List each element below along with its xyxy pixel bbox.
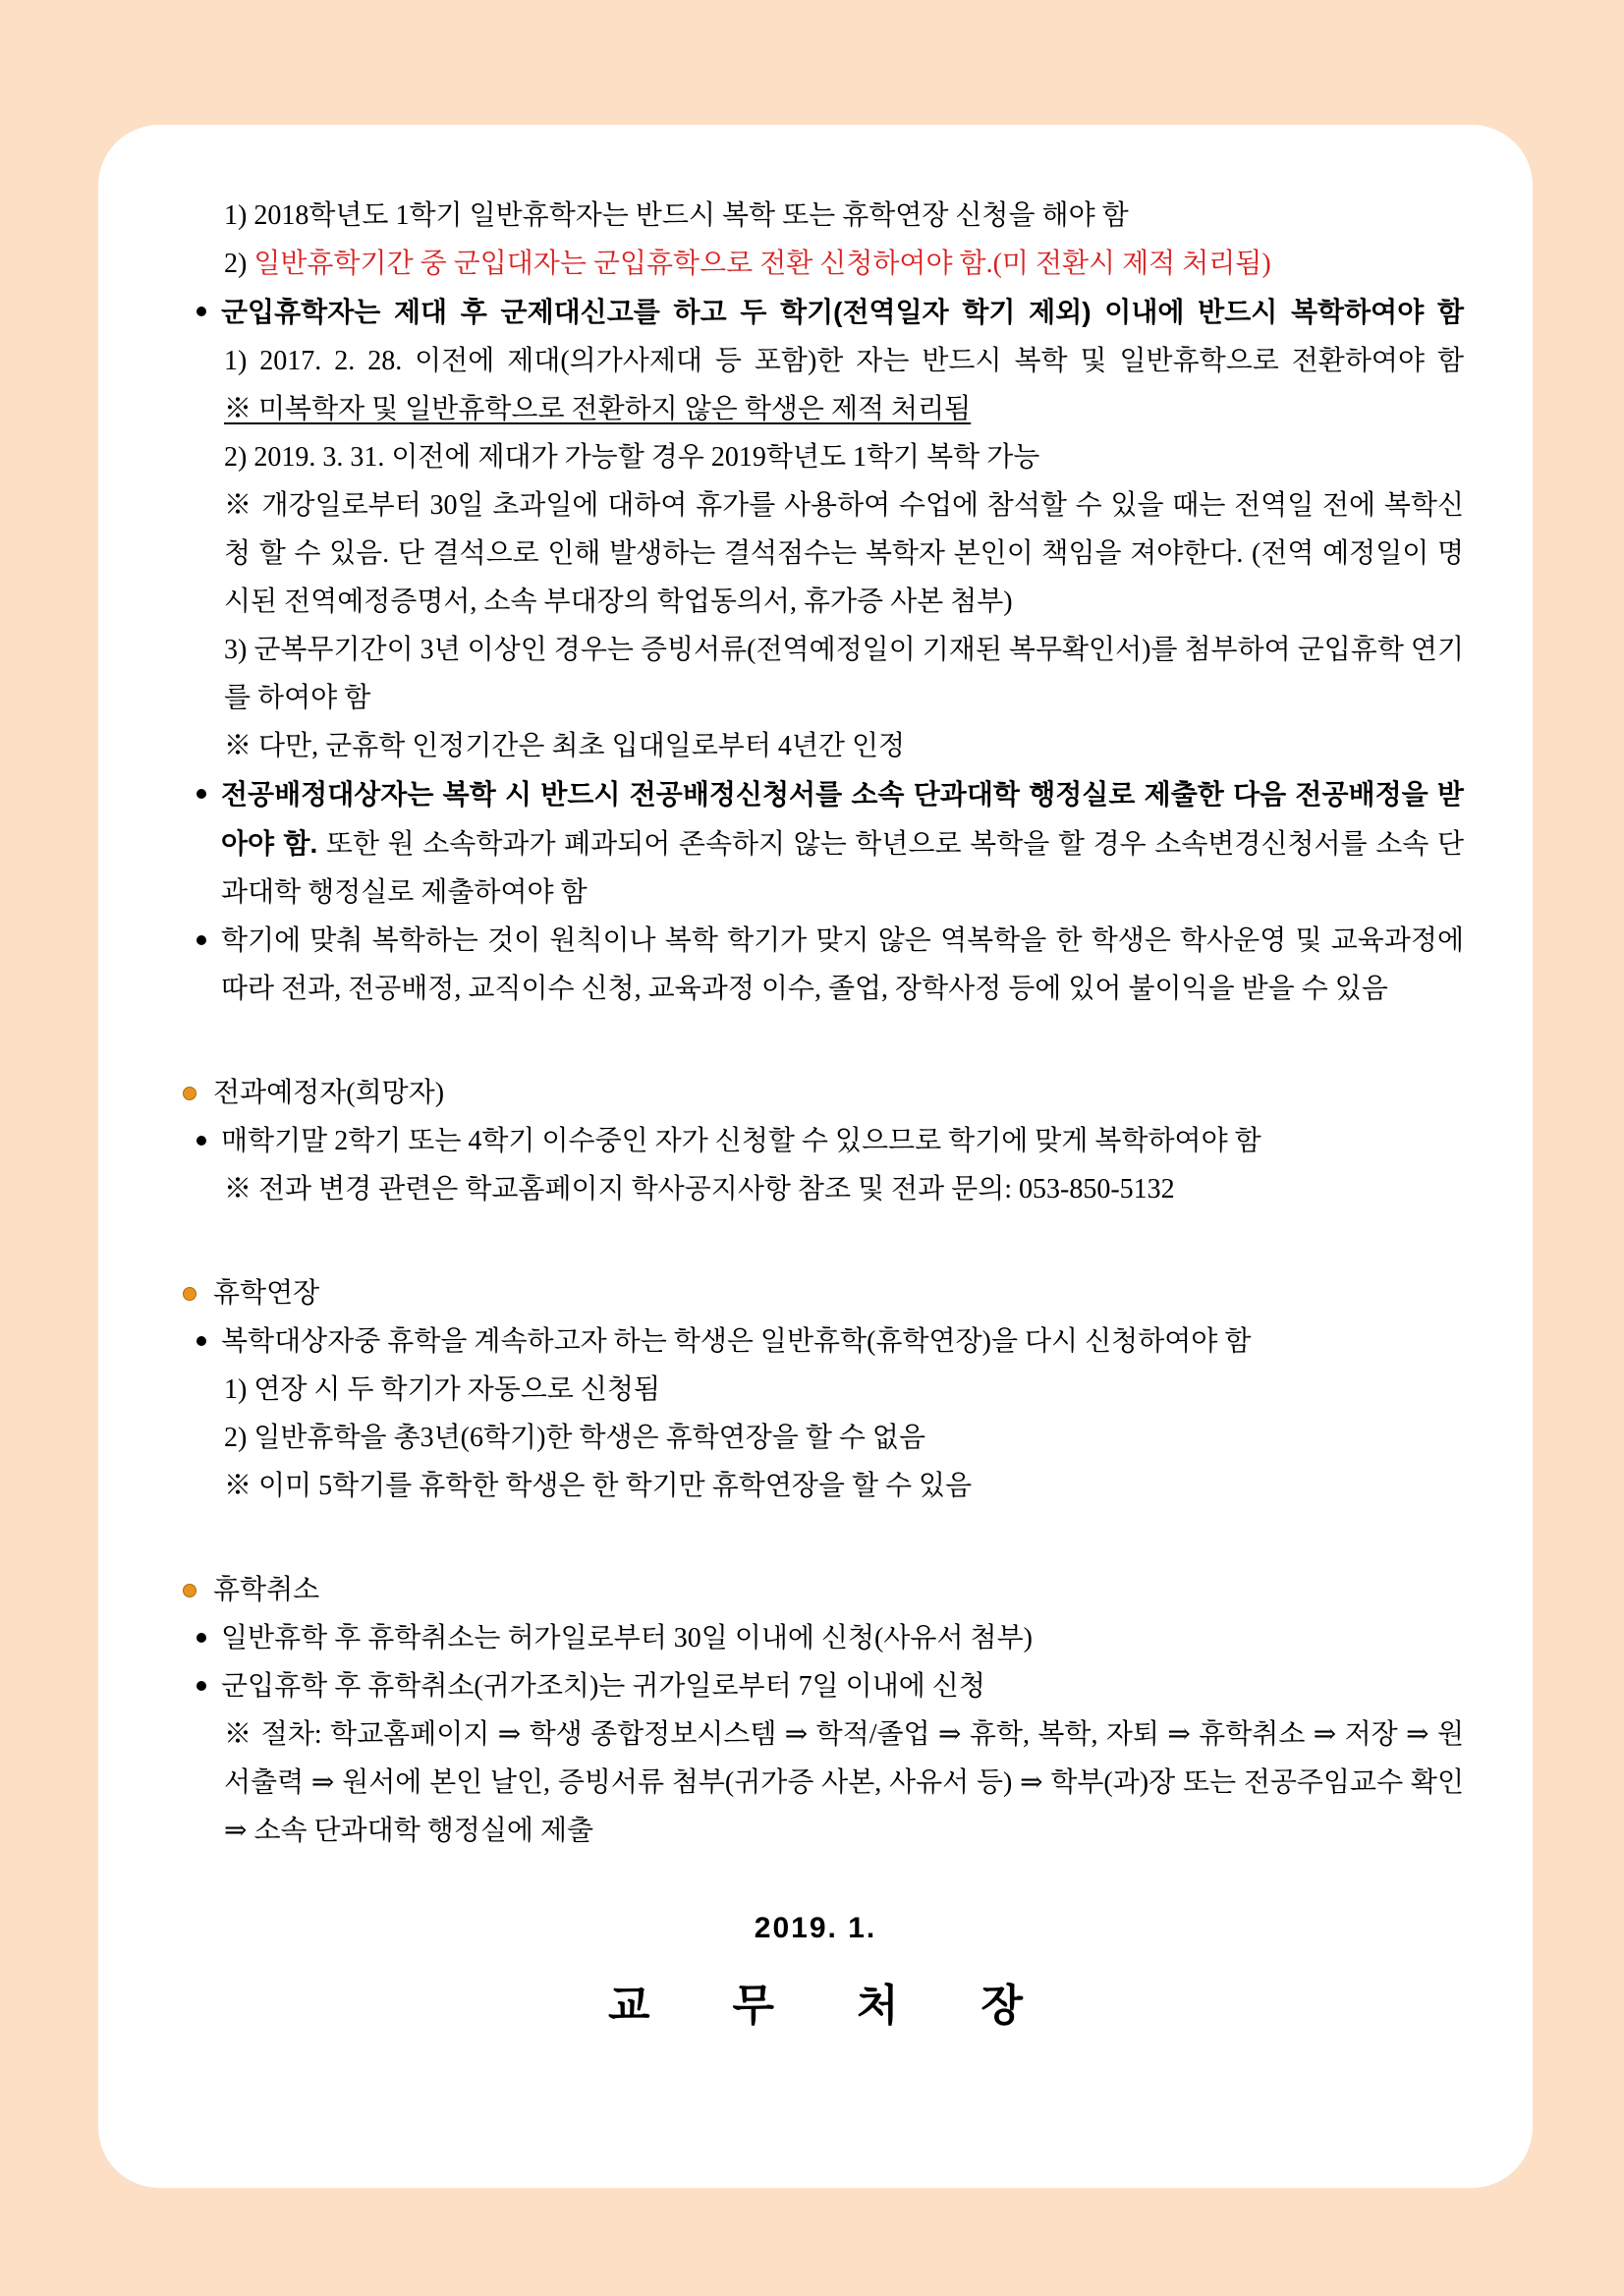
text-segment: 2) (224, 249, 254, 279)
signature-title: 교무처장 (607, 1982, 1105, 2030)
text-segment: ※ 다만, 군휴학 인정기간은 최초 입대일로부터 4년간 인정 (224, 731, 906, 761)
text-segment: 1) 2017. 2. 28. 이전에 제대(의가사제대 등 포함)한 자는 반드시 복학 및 일반휴학으로 전환하여야 함 (224, 346, 1464, 376)
text-segment: 3) 군복무기간이 3년 이상인 경우는 증빙서류(전역예정일이 기재된 복무확인서)를 첨부하여 군입휴학 연기를 하여야 함 (224, 635, 1464, 713)
document-date: 2019. 1. (754, 1912, 877, 1944)
text-segment: 복학대상자중 휴학을 계속하고자 하는 학생은 일반휴학(휴학연장)을 다시 신청하여야 함 (221, 1326, 1252, 1357)
body-paragraph (224, 240, 1464, 288)
section-bullet-icon (183, 1087, 196, 1100)
bullet-icon (196, 1136, 206, 1146)
section-bullet-icon (183, 1584, 196, 1597)
body-paragraph (192, 917, 1464, 1013)
bullet-icon (196, 1633, 206, 1643)
text-segment: ※ 개강일로부터 30일 초과일에 대하여 휴가를 사용하여 수업에 참석할 수 있을 때는 전역일 전에 복학신청 할 수 있음. 단 결석으로 인해 발생하는 결석점수는 복학자 본인이 책임을 져야한다. (전역 예정일이 명시된 전역예정증명서, 소속 부대장의 학업동의서, 휴가증 사본 첨부) (224, 490, 1464, 617)
section-title (182, 1566, 1464, 1614)
body-paragraph (224, 1366, 1464, 1414)
section-title (182, 1069, 1464, 1117)
body-paragraph (224, 1414, 1464, 1462)
text-segment: 1) 연장 시 두 학기가 자동으로 신청됨 (224, 1374, 660, 1405)
body-paragraph (224, 626, 1464, 722)
body-paragraph (224, 722, 1464, 770)
section-bullet-icon (183, 1287, 196, 1301)
bullet-icon (196, 935, 206, 945)
body-paragraph (224, 1462, 1464, 1510)
text-segment: 매학기말 2학기 또는 4학기 이수중인 자가 신청할 수 있으므로 학기에 맞게 복학하여야 함 (221, 1126, 1261, 1156)
body-paragraph (224, 1165, 1464, 1213)
body-paragraph (224, 192, 1464, 240)
body-paragraph (192, 1317, 1464, 1366)
text-segment: ※ 절차: 학교홈페이지 ⇒ 학생 종합정보시스템 ⇒ 학적/졸업 ⇒ 휴학, 복학, 자퇴 ⇒ 휴학취소 ⇒ 저장 ⇒ 원서출력 ⇒ 원서에 본인 날인, 증빙서류 첨부(귀가증 사본, 사유서 등) ⇒ 학부(과)장 또는 전공주임교수 확인 ⇒ 소속 단과대학 행정실에 제출 (224, 1719, 1464, 1846)
body-paragraph (192, 288, 1464, 337)
bullet-icon (196, 1681, 206, 1691)
text-segment: 군입휴학자는 제대 후 군제대신고를 하고 두 학기(전역일자 학기 제외) 이내에 반드시 복학하여야 함 (221, 297, 1464, 327)
section-title (182, 1269, 1464, 1317)
body-paragraph (192, 1662, 1464, 1710)
body-paragraph (224, 481, 1464, 626)
text-segment: 전과예정자(희망자) (213, 1078, 445, 1108)
body-paragraph (192, 1614, 1464, 1662)
text-segment: 학기에 맞춰 복학하는 것이 원칙이나 복학 학기가 맞지 않은 역복학을 한 학생은 학사운영 및 교육과정에 따라 전과, 전공배정, 교직이수 신청, 교육과정 이수, 졸업, 장학사정 등에 있어 불이익을 받을 수 있음 (221, 925, 1464, 1004)
text-segment: ※ 전과 변경 관련은 학교홈페이지 학사공지사항 참조 및 전과 문의: 053-850-5132 (224, 1174, 1175, 1204)
document-card (98, 125, 1533, 2188)
bullet-icon (196, 789, 206, 799)
text-segment: 일반휴학기간 중 군입대자는 군입휴학으로 전환 신청하여야 함.(미 전환시 제적 처리됨) (253, 249, 1271, 279)
body-paragraph (192, 1117, 1464, 1165)
text-segment: 2) 2019. 3. 31. 이전에 제대가 가능할 경우 2019학년도 1학기 복학 가능 (224, 442, 1040, 473)
document-footer (98, 1904, 1533, 2037)
text-segment: ※ 미복학자 및 일반휴학으로 전환하지 않은 학생은 제적 처리됨 (224, 394, 972, 424)
bullet-icon (196, 307, 206, 316)
text-segment: 전공배정대상자는 복학 시 반드시 전공배정신청서를 소속 단과대학 행정실로 제출한 다음 전공배정을 받아야 함. (221, 779, 1464, 859)
text-segment: 휴학연장 (213, 1278, 320, 1309)
text-segment: 일반휴학 후 휴학취소는 허가일로부터 30일 이내에 신청(사유서 첨부) (221, 1623, 1033, 1653)
text-segment: ※ 이미 5학기를 휴학한 학생은 한 학기만 휴학연장을 할 수 있음 (224, 1471, 973, 1501)
text-segment: 1) 2018학년도 1학기 일반휴학자는 반드시 복학 또는 휴학연장 신청을 해야 함 (224, 200, 1129, 231)
text-segment: 휴학취소 (213, 1575, 320, 1605)
body-paragraph (224, 433, 1464, 481)
document-body (98, 125, 1533, 1855)
body-paragraph (224, 337, 1464, 385)
body-paragraph (224, 385, 1464, 433)
text-segment: 군입휴학 후 휴학취소(귀가조치)는 귀가일로부터 7일 이내에 신청 (221, 1671, 985, 1702)
bullet-icon (196, 1336, 206, 1346)
body-paragraph (224, 1710, 1464, 1855)
text-segment: 2) 일반휴학을 총3년(6학기)한 학생은 휴학연장을 할 수 없음 (224, 1423, 926, 1453)
text-segment: 또한 원 소속학과가 폐과되어 존속하지 않는 학년으로 복학을 할 경우 소속변경신청서를 소속 단과대학 행정실로 제출하여야 함 (221, 829, 1464, 908)
body-paragraph (192, 770, 1464, 917)
